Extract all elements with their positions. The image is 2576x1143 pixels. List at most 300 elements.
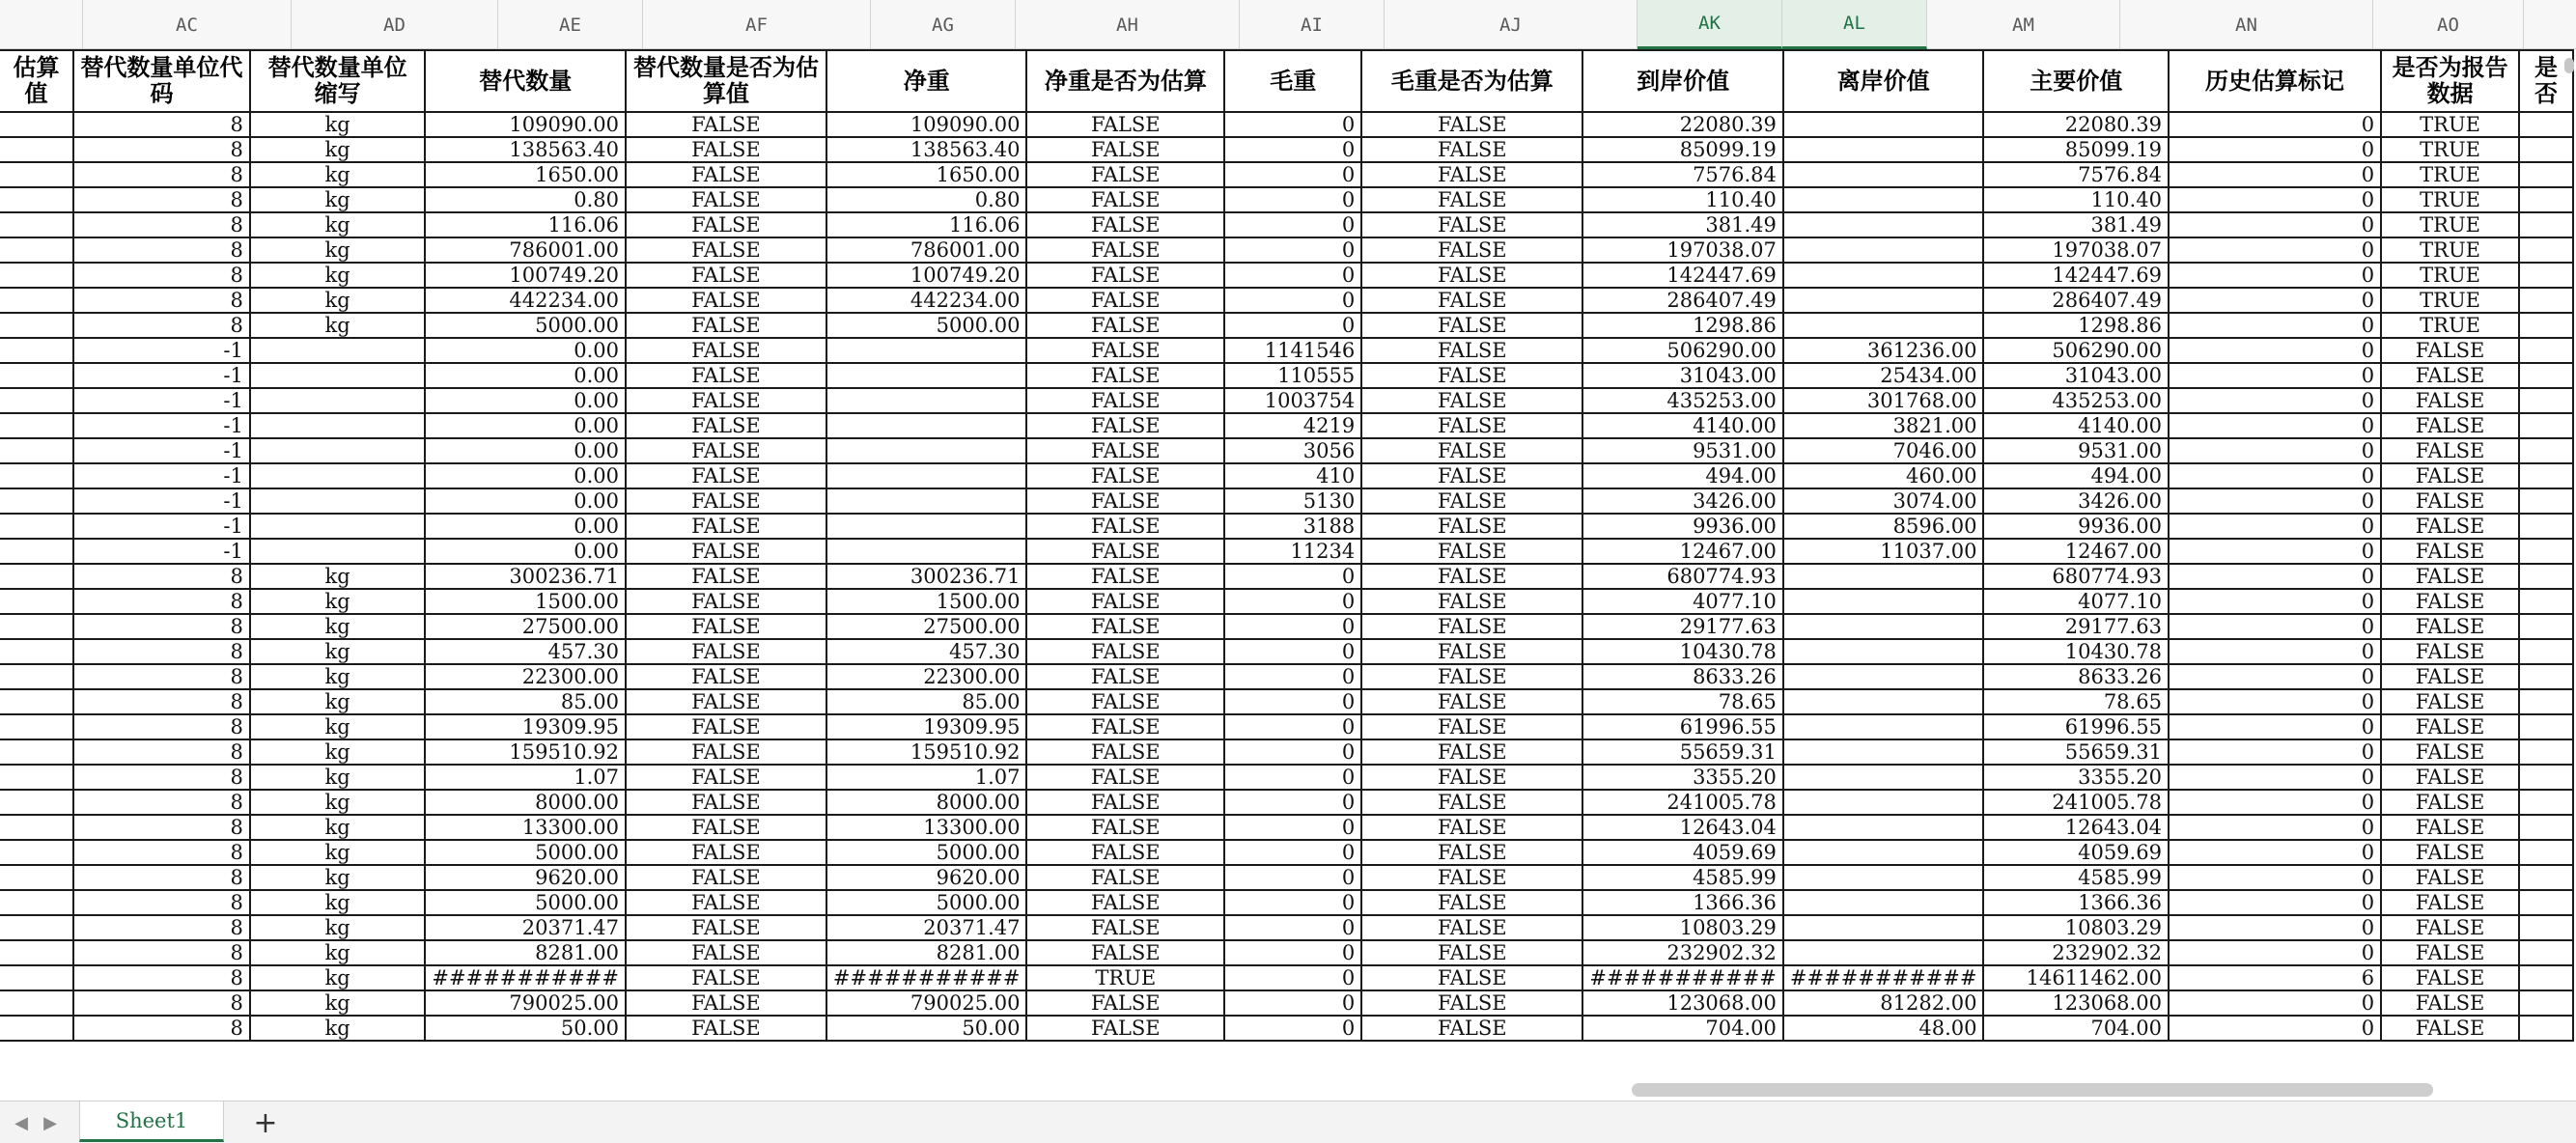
cell[interactable]: FALSE (1026, 739, 1224, 765)
cell[interactable]: 5000.00 (425, 890, 626, 915)
cell[interactable]: 27500.00 (826, 614, 1027, 639)
cell[interactable]: 197038.07 (1983, 237, 2168, 263)
cell[interactable]: FALSE (626, 363, 826, 388)
cell[interactable]: 1298.86 (1582, 313, 1783, 338)
cell[interactable]: 0 (1224, 589, 1361, 614)
cell[interactable]: 5000.00 (826, 890, 1027, 915)
cell[interactable] (826, 338, 1027, 363)
cell[interactable]: FALSE (1361, 639, 1582, 664)
cell[interactable]: FALSE (1026, 639, 1224, 664)
cell[interactable]: 5000.00 (425, 313, 626, 338)
cell[interactable]: 85099.19 (1983, 137, 2168, 162)
cell[interactable]: kg (250, 137, 426, 162)
cell[interactable]: 0 (2169, 915, 2381, 940)
cell[interactable]: 61996.55 (1582, 714, 1783, 739)
cell[interactable]: TRUE (2381, 263, 2519, 288)
cell[interactable]: FALSE (1361, 212, 1582, 237)
cell[interactable] (0, 338, 73, 363)
cell[interactable] (0, 614, 73, 639)
cell[interactable]: FALSE (2381, 488, 2519, 514)
cell[interactable]: FALSE (1026, 714, 1224, 739)
cell[interactable]: 0 (2169, 990, 2381, 1016)
cell[interactable]: FALSE (2381, 363, 2519, 388)
cell[interactable]: 20371.47 (425, 915, 626, 940)
cell[interactable]: 0 (2169, 288, 2381, 313)
cell[interactable]: 55659.31 (1582, 739, 1783, 765)
cell[interactable]: 0 (2169, 564, 2381, 589)
cell[interactable] (0, 765, 73, 790)
cell[interactable]: FALSE (1026, 112, 1224, 137)
cell[interactable] (1783, 639, 1984, 664)
cell[interactable]: 5000.00 (425, 840, 626, 865)
column-letter[interactable]: AC (83, 0, 292, 49)
cell[interactable]: 100749.20 (826, 263, 1027, 288)
cell[interactable]: FALSE (626, 840, 826, 865)
cell[interactable]: FALSE (1361, 765, 1582, 790)
cell[interactable]: FALSE (626, 865, 826, 890)
header-cell[interactable]: 替代数量单位代码 (73, 50, 250, 112)
cell[interactable]: FALSE (2381, 463, 2519, 488)
cell[interactable]: 494.00 (1582, 463, 1783, 488)
cell[interactable]: FALSE (2381, 990, 2519, 1016)
next-sheet-icon[interactable]: ▶ (43, 1112, 57, 1133)
cell[interactable]: 110.40 (1983, 187, 2168, 212)
column-letter[interactable]: AN (2120, 0, 2373, 49)
cell[interactable]: 3056 (1224, 438, 1361, 463)
cell[interactable]: 0 (2169, 363, 2381, 388)
cell[interactable] (2519, 790, 2573, 815)
cell[interactable]: 0.00 (425, 463, 626, 488)
cell[interactable]: 50.00 (826, 1016, 1027, 1041)
cell[interactable]: 7576.84 (1983, 162, 2168, 187)
cell[interactable]: 8 (73, 162, 250, 187)
cell[interactable] (1783, 790, 1984, 815)
cell[interactable]: 0 (2169, 187, 2381, 212)
header-cell[interactable]: 离岸价值 (1783, 50, 1984, 112)
cell[interactable]: FALSE (626, 664, 826, 689)
cell[interactable]: FALSE (1026, 840, 1224, 865)
cell[interactable]: FALSE (626, 990, 826, 1016)
cell[interactable]: 0 (1224, 840, 1361, 865)
cell[interactable]: 31043.00 (1582, 363, 1783, 388)
cell[interactable]: kg (250, 664, 426, 689)
cell[interactable]: 12467.00 (1582, 539, 1783, 564)
cell[interactable] (1783, 263, 1984, 288)
cell[interactable]: 8633.26 (1582, 664, 1783, 689)
column-letter[interactable]: AD (292, 0, 498, 49)
cell[interactable]: FALSE (1026, 413, 1224, 438)
cell[interactable] (2519, 614, 2573, 639)
cell[interactable]: 0 (1224, 990, 1361, 1016)
cell[interactable] (0, 212, 73, 237)
cell[interactable]: 506290.00 (1582, 338, 1783, 363)
cell[interactable]: FALSE (1026, 162, 1224, 187)
cell[interactable]: FALSE (626, 614, 826, 639)
cell[interactable]: 0.00 (425, 438, 626, 463)
cell[interactable]: kg (250, 614, 426, 639)
column-letter[interactable]: AH (1016, 0, 1240, 49)
cell[interactable]: 300236.71 (826, 564, 1027, 589)
cell[interactable]: FALSE (1361, 162, 1582, 187)
cell[interactable] (1783, 112, 1984, 137)
cell[interactable]: FALSE (1361, 815, 1582, 840)
cell[interactable]: kg (250, 765, 426, 790)
cell[interactable]: 0 (2169, 263, 2381, 288)
cell[interactable]: 0 (1224, 614, 1361, 639)
cell[interactable]: 4585.99 (1582, 865, 1783, 890)
cell[interactable]: FALSE (626, 212, 826, 237)
cell[interactable]: FALSE (626, 112, 826, 137)
cell[interactable]: 0 (1224, 564, 1361, 589)
cell[interactable]: -1 (73, 514, 250, 539)
cell[interactable]: 1003754 (1224, 388, 1361, 413)
cell[interactable] (250, 463, 426, 488)
cell[interactable]: 13300.00 (425, 815, 626, 840)
cell[interactable]: 123068.00 (1983, 990, 2168, 1016)
cell[interactable]: 10430.78 (1983, 639, 2168, 664)
cell[interactable]: 0 (2169, 162, 2381, 187)
cell[interactable]: 13300.00 (826, 815, 1027, 840)
cell[interactable]: 9620.00 (425, 865, 626, 890)
cell[interactable] (2519, 162, 2573, 187)
cell[interactable]: 0 (1224, 739, 1361, 765)
cell[interactable] (2519, 940, 2573, 965)
cell[interactable] (0, 1016, 73, 1041)
cell[interactable] (2519, 765, 2573, 790)
column-letter[interactable] (0, 0, 83, 49)
cell[interactable]: 31043.00 (1983, 363, 2168, 388)
cell[interactable]: 8 (73, 689, 250, 714)
cell[interactable]: 9936.00 (1582, 514, 1783, 539)
cell[interactable] (0, 514, 73, 539)
cell[interactable]: FALSE (1361, 112, 1582, 137)
cell[interactable]: kg (250, 840, 426, 865)
cell[interactable]: 8 (73, 765, 250, 790)
cell[interactable]: 8 (73, 714, 250, 739)
header-cell[interactable]: 净重 (826, 50, 1027, 112)
cell[interactable]: 0 (2169, 438, 2381, 463)
cell[interactable]: kg (250, 990, 426, 1016)
header-cell[interactable]: 替代数量是否为估算值 (626, 50, 826, 112)
cell[interactable]: 8596.00 (1783, 514, 1984, 539)
cell[interactable]: 0 (2169, 463, 2381, 488)
cell[interactable] (2519, 363, 2573, 388)
cell[interactable]: 442234.00 (826, 288, 1027, 313)
cell[interactable] (2519, 815, 2573, 840)
cell[interactable]: FALSE (1361, 288, 1582, 313)
cell[interactable] (0, 739, 73, 765)
cell[interactable]: 0 (1224, 915, 1361, 940)
cell[interactable]: -1 (73, 338, 250, 363)
cell[interactable]: 11234 (1224, 539, 1361, 564)
cell[interactable] (2519, 438, 2573, 463)
column-letter[interactable]: AE (498, 0, 643, 49)
cell[interactable]: FALSE (1026, 865, 1224, 890)
column-letter[interactable]: AK (1638, 0, 1782, 49)
cell[interactable]: FALSE (2381, 639, 2519, 664)
cell[interactable] (1783, 689, 1984, 714)
cell[interactable] (1783, 212, 1984, 237)
cell[interactable] (826, 438, 1027, 463)
cell[interactable]: FALSE (1361, 514, 1582, 539)
header-cell[interactable]: 毛重是否为估算 (1361, 50, 1582, 112)
cell[interactable]: FALSE (2381, 539, 2519, 564)
cell[interactable]: FALSE (1361, 564, 1582, 589)
header-cell[interactable]: 历史估算标记 (2169, 50, 2381, 112)
header-cell[interactable]: 主要价值 (1983, 50, 2168, 112)
cell[interactable] (2519, 237, 2573, 263)
cell[interactable]: TRUE (2381, 187, 2519, 212)
cell[interactable]: FALSE (626, 564, 826, 589)
cell[interactable]: 4059.69 (1582, 840, 1783, 865)
cell[interactable]: TRUE (2381, 212, 2519, 237)
cell[interactable]: 0 (2169, 940, 2381, 965)
cell[interactable]: FALSE (2381, 1016, 2519, 1041)
cell[interactable]: 3821.00 (1783, 413, 1984, 438)
header-cell[interactable]: 替代数量单位缩写 (250, 50, 426, 112)
cell[interactable]: ########### (1582, 965, 1783, 990)
cell[interactable]: 680774.93 (1582, 564, 1783, 589)
cell[interactable]: kg (250, 1016, 426, 1041)
cell[interactable]: 22300.00 (826, 664, 1027, 689)
vertical-scrollbar[interactable] (2564, 58, 2574, 73)
cell[interactable]: FALSE (626, 313, 826, 338)
cell[interactable]: 123068.00 (1582, 990, 1783, 1016)
cell[interactable]: FALSE (626, 288, 826, 313)
cell[interactable]: 8 (73, 940, 250, 965)
cell[interactable]: -1 (73, 488, 250, 514)
cell[interactable]: FALSE (1361, 990, 1582, 1016)
cell[interactable]: FALSE (1361, 840, 1582, 865)
cell[interactable] (0, 438, 73, 463)
cell[interactable]: FALSE (626, 589, 826, 614)
cell[interactable]: FALSE (2381, 388, 2519, 413)
cell[interactable] (2519, 514, 2573, 539)
cell[interactable]: 0 (2169, 137, 2381, 162)
cell[interactable]: FALSE (626, 263, 826, 288)
cell[interactable]: 8 (73, 137, 250, 162)
cell[interactable]: 197038.07 (1582, 237, 1783, 263)
cell[interactable]: 4219 (1224, 413, 1361, 438)
cell[interactable] (0, 388, 73, 413)
cell[interactable]: 5130 (1224, 488, 1361, 514)
cell[interactable]: 435253.00 (1983, 388, 2168, 413)
cell[interactable]: 0 (1224, 815, 1361, 840)
cell[interactable]: 0 (1224, 162, 1361, 187)
cell[interactable] (0, 865, 73, 890)
cell[interactable] (250, 363, 426, 388)
cell[interactable] (0, 714, 73, 739)
header-cell[interactable]: 估算值 (0, 50, 73, 112)
cell[interactable] (1783, 237, 1984, 263)
column-letter[interactable]: AG (871, 0, 1016, 49)
cell[interactable]: 5000.00 (826, 313, 1027, 338)
cell[interactable]: 494.00 (1983, 463, 2168, 488)
cell[interactable]: FALSE (1361, 790, 1582, 815)
cell[interactable]: FALSE (1361, 463, 1582, 488)
cell[interactable] (1783, 614, 1984, 639)
cell[interactable] (2519, 288, 2573, 313)
cell[interactable]: -1 (73, 388, 250, 413)
column-letter[interactable]: AO (2373, 0, 2524, 49)
cell[interactable]: 3355.20 (1582, 765, 1783, 790)
cell[interactable]: 0 (1224, 965, 1361, 990)
cell[interactable] (1783, 313, 1984, 338)
cell[interactable]: FALSE (626, 890, 826, 915)
cell[interactable]: FALSE (1361, 1016, 1582, 1041)
cell[interactable]: 381.49 (1983, 212, 2168, 237)
header-cell[interactable]: 是否 (2519, 50, 2573, 112)
cell[interactable]: 232902.32 (1983, 940, 2168, 965)
cell[interactable]: FALSE (1026, 363, 1224, 388)
cell[interactable]: 0 (2169, 739, 2381, 765)
cell[interactable]: 8 (73, 313, 250, 338)
cell[interactable]: FALSE (1026, 664, 1224, 689)
cell[interactable]: FALSE (1026, 137, 1224, 162)
cell[interactable] (826, 413, 1027, 438)
cell[interactable]: FALSE (1361, 664, 1582, 689)
cell[interactable]: 8 (73, 187, 250, 212)
cell[interactable] (2519, 865, 2573, 890)
cell[interactable]: 11037.00 (1783, 539, 1984, 564)
cell[interactable]: FALSE (1361, 438, 1582, 463)
cell[interactable]: 0 (1224, 212, 1361, 237)
cell[interactable]: 0 (2169, 689, 2381, 714)
cell[interactable]: 3426.00 (1582, 488, 1783, 514)
cell[interactable] (2519, 589, 2573, 614)
cell[interactable]: 0 (2169, 765, 2381, 790)
cell[interactable]: FALSE (626, 815, 826, 840)
cell[interactable]: FALSE (1026, 689, 1224, 714)
cell[interactable]: FALSE (1361, 890, 1582, 915)
cell[interactable]: 361236.00 (1783, 338, 1984, 363)
cell[interactable] (2519, 539, 2573, 564)
cell[interactable]: FALSE (626, 965, 826, 990)
cell[interactable] (826, 539, 1027, 564)
cell[interactable]: 0 (2169, 664, 2381, 689)
cell[interactable]: FALSE (1361, 137, 1582, 162)
cell[interactable]: 442234.00 (425, 288, 626, 313)
cell[interactable]: kg (250, 739, 426, 765)
cell[interactable]: FALSE (1026, 463, 1224, 488)
cell[interactable]: 12643.04 (1983, 815, 2168, 840)
cell[interactable]: 0 (1224, 288, 1361, 313)
cell[interactable]: 1298.86 (1983, 313, 2168, 338)
cell[interactable]: FALSE (1361, 614, 1582, 639)
cell[interactable]: 116.06 (826, 212, 1027, 237)
cell[interactable]: FALSE (2381, 614, 2519, 639)
cell[interactable]: kg (250, 313, 426, 338)
cell[interactable]: 0 (1224, 187, 1361, 212)
cell[interactable]: FALSE (1026, 187, 1224, 212)
cell[interactable]: kg (250, 237, 426, 263)
cell[interactable] (0, 589, 73, 614)
cell[interactable]: 9531.00 (1582, 438, 1783, 463)
cell[interactable]: FALSE (1026, 1016, 1224, 1041)
cell[interactable]: 300236.71 (425, 564, 626, 589)
cell[interactable]: 0 (2169, 237, 2381, 263)
cell[interactable]: FALSE (626, 388, 826, 413)
cell[interactable]: 0 (2169, 714, 2381, 739)
cell[interactable] (0, 137, 73, 162)
cell[interactable]: kg (250, 940, 426, 965)
cell[interactable]: -1 (73, 463, 250, 488)
cell[interactable] (1783, 815, 1984, 840)
cell[interactable]: 3426.00 (1983, 488, 2168, 514)
cell[interactable]: 0 (1224, 940, 1361, 965)
cell[interactable]: 0.80 (826, 187, 1027, 212)
cell[interactable]: FALSE (1361, 589, 1582, 614)
cell[interactable]: FALSE (1361, 865, 1582, 890)
cell[interactable] (2519, 1016, 2573, 1041)
cell[interactable] (0, 815, 73, 840)
cell[interactable]: 8 (73, 790, 250, 815)
cell[interactable]: 8281.00 (826, 940, 1027, 965)
cell[interactable] (826, 514, 1027, 539)
cell[interactable]: 241005.78 (1582, 790, 1783, 815)
cell[interactable]: FALSE (1026, 237, 1224, 263)
cell[interactable]: FALSE (1361, 313, 1582, 338)
cell[interactable]: kg (250, 187, 426, 212)
cell[interactable]: 0.80 (425, 187, 626, 212)
cell[interactable] (0, 990, 73, 1016)
cell[interactable]: 0 (2169, 488, 2381, 514)
cell[interactable]: 435253.00 (1582, 388, 1783, 413)
cell[interactable] (1783, 162, 1984, 187)
cell[interactable]: FALSE (626, 488, 826, 514)
cell[interactable]: FALSE (626, 1016, 826, 1041)
cell[interactable]: 142447.69 (1582, 263, 1783, 288)
header-cell[interactable]: 是否为报告数据 (2381, 50, 2519, 112)
cell[interactable] (0, 263, 73, 288)
cell[interactable] (2519, 915, 2573, 940)
cell[interactable] (2519, 990, 2573, 1016)
cell[interactable]: 381.49 (1582, 212, 1783, 237)
cell[interactable]: 1.07 (425, 765, 626, 790)
cell[interactable]: 14611462.00 (1983, 965, 2168, 990)
column-letter[interactable] (2524, 0, 2576, 49)
cell[interactable]: 100749.20 (425, 263, 626, 288)
cell[interactable]: 8 (73, 739, 250, 765)
cell[interactable] (2519, 739, 2573, 765)
cell[interactable]: FALSE (626, 438, 826, 463)
cell[interactable]: FALSE (1026, 438, 1224, 463)
cell[interactable] (0, 112, 73, 137)
cell[interactable]: 0 (1224, 137, 1361, 162)
cell[interactable]: FALSE (1026, 388, 1224, 413)
cell[interactable] (0, 313, 73, 338)
cell[interactable] (2519, 564, 2573, 589)
cell[interactable] (2519, 664, 2573, 689)
cell[interactable]: FALSE (626, 237, 826, 263)
cell[interactable]: 12467.00 (1983, 539, 2168, 564)
cell[interactable]: 78.65 (1983, 689, 2168, 714)
cell[interactable]: FALSE (1361, 539, 1582, 564)
cell[interactable]: 19309.95 (826, 714, 1027, 739)
cell[interactable]: FALSE (2381, 890, 2519, 915)
cell[interactable]: 9936.00 (1983, 514, 2168, 539)
cell[interactable]: FALSE (1026, 990, 1224, 1016)
cell[interactable]: 3188 (1224, 514, 1361, 539)
cell[interactable]: FALSE (626, 162, 826, 187)
cell[interactable] (0, 363, 73, 388)
cell[interactable]: FALSE (1361, 338, 1582, 363)
cell[interactable] (1783, 187, 1984, 212)
cell[interactable] (2519, 714, 2573, 739)
cell[interactable]: 85099.19 (1582, 137, 1783, 162)
cell[interactable]: 0.00 (425, 388, 626, 413)
cell[interactable]: 8 (73, 564, 250, 589)
